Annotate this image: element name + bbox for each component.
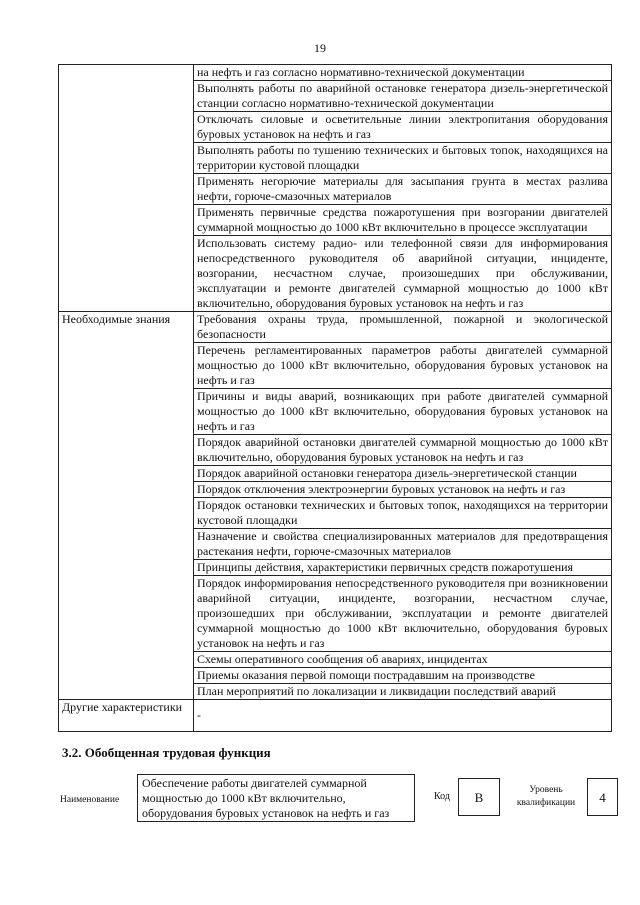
table-cell: - [194,700,612,732]
section-title: 3.2. Обобщенная трудовая функция [62,745,271,760]
code-label: Код [434,791,450,802]
table-cell: Выполнять работы по аварийной остановке генератора дизель-энергетической станции согласно нормативно-технической документации [194,81,612,112]
name-label: Наименование [60,795,120,805]
qualification-level-label: Уровень квалификации [516,785,576,808]
code-box: B [458,778,500,816]
table-cell: Применять негорючие материалы для засыпания грунта в местах разлива нефти, горюче-смазочных материалов [194,174,612,205]
table-cell: Принципы действия, характеристики первичных средств пожаротушения [194,560,612,576]
table-cell: Требования охраны труда, промышленной, пожарной и экологической безопасности [194,312,612,343]
table-cell: План мероприятий по локализации и ликвидации последствий аварий [194,684,612,700]
row-group-label: Необходимые знания [59,312,194,700]
table-row [59,312,612,343]
qualification-level-box: 4 [587,778,618,816]
table-cell: Приемы оказания первой помощи пострадавшим на производстве [194,668,612,684]
table-cell: Порядок аварийной остановки двигателей суммарной мощностью до 1000 кВт включительно, оборудования буровых установок на нефть и газ [194,435,612,466]
table-cell: Порядок остановки технических и бытовых топок, находящихся на территории кустовой площадки [194,498,612,529]
table-cell: на нефть и газ согласно нормативно-технической документации [194,65,612,81]
row-group-label: Другие характеристики [59,700,194,732]
table-cell: Схемы оперативного сообщения об авариях, инцидентах [194,652,612,668]
table-cell: Применять первичные средства пожаротушения при возгорании двигателей суммарной мощностью до 1000 кВт включительно в процессе эксплуатации [194,205,612,236]
table-cell: Выполнять работы по тушению технических и бытовых топок, находящихся на территории кустовой площадки [194,143,612,174]
table-cell: Перечень регламентированных параметров работы двигателей суммарной мощностью до 1000 кВт включительно, оборудования буровых установок на нефть и газ [194,343,612,389]
table-cell: Причины и виды аварий, возникающих при работе двигателей суммарной мощностью до 1000 кВт включительно, оборудования буровых установок на нефть и газ [194,389,612,435]
table-cell: Порядок отключения электроэнергии буровых установок на нефть и газ [194,482,612,498]
table-cell: Отключать силовые и осветительные линии электропитания оборудования буровых установок на нефть и газ [194,112,612,143]
table-row [59,65,612,81]
table-row [59,700,612,732]
page-number: 19 [314,41,326,55]
row-group-label [59,65,194,312]
table-cell: Назначение и свойства специализированных материалов для предотвращения растекания нефти, горюче-смазочных материалов [194,529,612,560]
table-cell: Использовать систему радио- или телефонной связи для информирования непосредственного руководителя об аварийной ситуации, инциденте, возгорании, несчастном случае, произошедших при обслуживании, эксплуатации и ремонте двигателей суммарной мощностью до 1000 кВт включительно, оборудования буровых установок на нефть и газ [194,236,612,312]
labor-functions-table [58,64,612,732]
table-cell: Порядок аварийной остановки генератора дизель-энергетической станции [194,466,612,482]
function-name-box: Обеспечение работы двигателей суммарной мощностью до 1000 кВт включительно, оборудования буровых установок на нефть и газ [137,774,415,822]
table-cell: Порядок информирования непосредственного руководителя при возникновении аварийной ситуации, инциденте, возгорании, несчастном случае, произошедших при обслуживании, эксплуатации и ремонте двигателей суммарной мощностью до 1000 кВт включительно, оборудования буровых установок на нефть и газ [194,576,612,652]
